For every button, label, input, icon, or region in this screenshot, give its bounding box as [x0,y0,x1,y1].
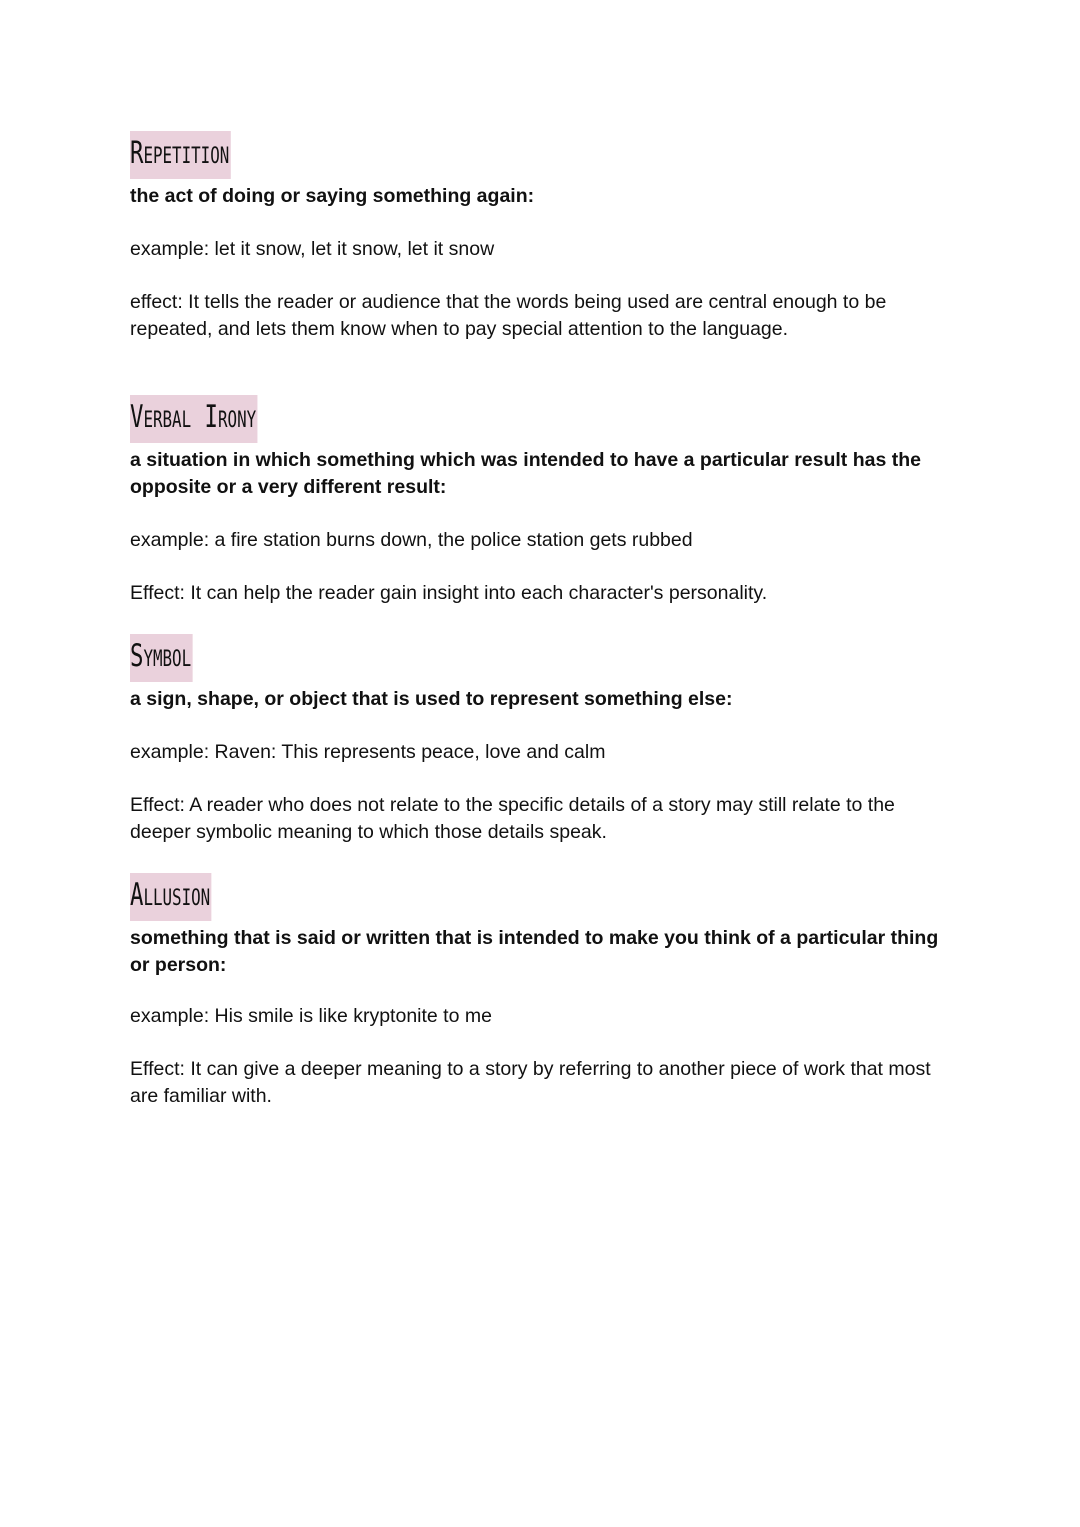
section-example: example: let it snow, let it snow, let it snow [130,238,495,260]
section-verbal-irony [130,395,950,607]
section-heading: Allusion [130,873,212,921]
section-allusion [130,873,950,1110]
section-definition: the act of doing or saying something again: [130,185,535,207]
section-heading: Symbol [130,634,193,682]
section-effect: effect: It tells the reader or audience that the words being used are central enough to be repeated, and lets them know when to pay special attention to the language. [130,291,887,340]
section-example: example: a fire station burns down, the police station gets rubbed [130,529,693,551]
section-effect: Effect: A reader who does not relate to the specific details of a story may still relate to the deeper symbolic meaning to which those details speak. [130,794,895,843]
section-definition: a situation in which something which was intended to have a particular result has the opposite or a very different result: [130,449,921,498]
section-heading: Repetition [130,131,231,179]
section-symbol [130,634,950,846]
section-effect: Effect: It can help the reader gain insight into each character's personality. [130,582,768,604]
section-effect: Effect: It can give a deeper meaning to a story by referring to another piece of work that most are familiar with. [130,1058,931,1107]
section-definition: a sign, shape, or object that is used to represent something else: [130,688,733,710]
section-example: example: Raven: This represents peace, love and calm [130,741,606,763]
section-heading: Verbal Irony [130,395,258,443]
section-definition: something that is said or written that is intended to make you think of a particular thing or person: [130,927,939,976]
section-repetition [130,131,950,343]
section-example: example: His smile is like kryptonite to me [130,1005,492,1027]
